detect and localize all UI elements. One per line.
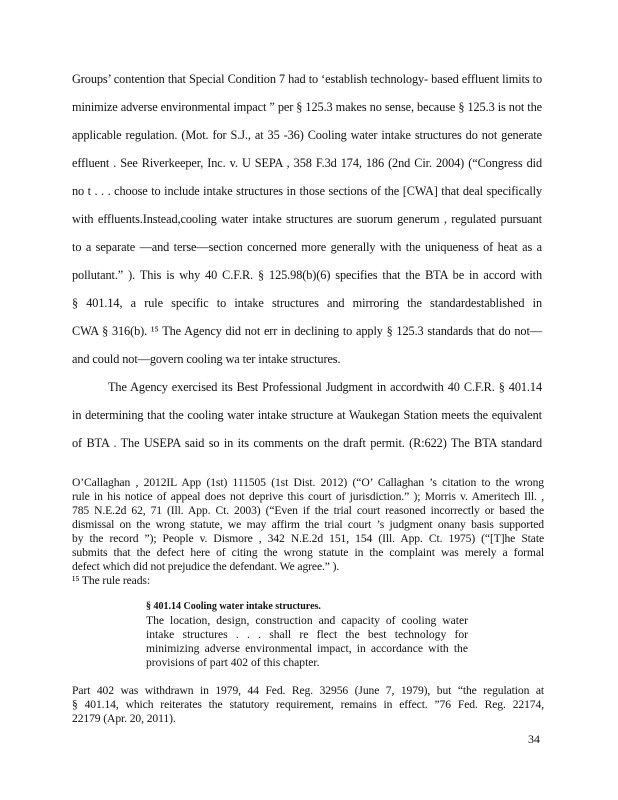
quote-line: intake structures . . . shall re flect the best technology for xyxy=(146,628,468,641)
body-line: Groups’ contention that Special Condition 7 had to ‘establish technology- based effluent limits to xyxy=(72,72,542,86)
footnote-line: 22179 (Apr. 20, 2011). xyxy=(72,712,176,725)
footnote-line: 785 N.E.2d 62, 71 (Ill. App. Ct. 2003) (“Even if the trial court reasoned incorrectly or based the xyxy=(72,504,544,517)
footnote-line: defect which did not prejudice the defendant. We agree.” ). xyxy=(72,560,340,573)
footnote-line: submits that the defect here of citing the wrong statute in the complaint was merely a formal xyxy=(72,546,544,559)
body-line: applicable regulation. (Mot. for S.J., at 35 -36) Cooling water intake structures do not generate xyxy=(72,128,542,142)
footnote-line: rule in his notice of appeal does not deprive this court of jurisdiction.” ); Morris v. Ameritech Ill. , xyxy=(72,490,544,503)
quote-line: provisions of part 402 of this chapter. xyxy=(146,656,320,669)
footnote-line: O’Callaghan , 2012IL App (1st) 111505 (1st Dist. 2012) (“O’ Callaghan ’s citation to the wrong xyxy=(72,476,544,489)
body-line: of BTA . The USEPA said so in its comments on the draft permit. (R:622) The BTA standard xyxy=(72,436,542,450)
page-number: 34 xyxy=(528,732,540,746)
quote-line: The location, design, construction and capacity of cooling water xyxy=(146,614,468,627)
footnote-line: Part 402 was withdrawn in 1979, 44 Fed. Reg. 32956 (June 7, 1979), but “the regulation at xyxy=(72,684,544,697)
footnote-line: § 401.14, which reiterates the statutory requirement, remains in effect. ”76 Fed. Reg. 22174, xyxy=(72,698,544,711)
body-line: and could not—govern cooling wa ter intake structures. xyxy=(72,352,341,366)
body-line: effluent . See Riverkeeper, Inc. v. U SEPA , 358 F.3d 174, 186 (2nd Cir. 2004) (“Congress did xyxy=(72,156,542,170)
footnote-line: dismissal on the wrong statute, we may affirm the trial court ’s judgment onany basis supported xyxy=(72,518,544,531)
body-line: to a separate —and terse—section concerned more generally with the uniqueness of heat as a xyxy=(72,240,542,254)
body-line: no t . . . choose to include intake structures in those sections of the [CWA] that deal specifically xyxy=(72,184,542,198)
body-line: pollutant.” ). This is why 40 C.F.R. § 125.98(b)(6) specifies that the BTA be in accord with xyxy=(72,268,542,282)
body-line: The Agency exercised its Best Professional Judgment in accordwith 40 C.F.R. § 401.14 xyxy=(108,380,542,394)
footnote-line: by the record ”); People v. Dismore , 342 N.E.2d 151, 154 (Ill. App. Ct. 1975) (“[T]he State xyxy=(72,532,544,545)
body-line: in determining that the cooling water intake structure at Waukegan Station meets the equivalent xyxy=(72,408,542,422)
quote-heading: § 401.14 Cooling water intake structures. xyxy=(146,601,321,612)
body-line: with effluents.Instead,cooling water intake structures are suorum generum , regulated pursuant xyxy=(72,212,542,226)
body-line: CWA § 316(b). ¹⁵ The Agency did not err in declining to apply § 125.3 standards that do not— xyxy=(72,324,542,338)
footnote-line: ¹⁵ The rule reads: xyxy=(72,574,150,587)
body-line: minimize adverse environmental impact ” per § 125.3 makes no sense, because § 125.3 is not the xyxy=(72,100,542,114)
body-line: § 401.14, a rule specific to intake structures and mirroring the standardestablished in xyxy=(72,296,542,310)
quote-line: minimizing adverse environmental impact, in accordance with the xyxy=(146,642,468,655)
